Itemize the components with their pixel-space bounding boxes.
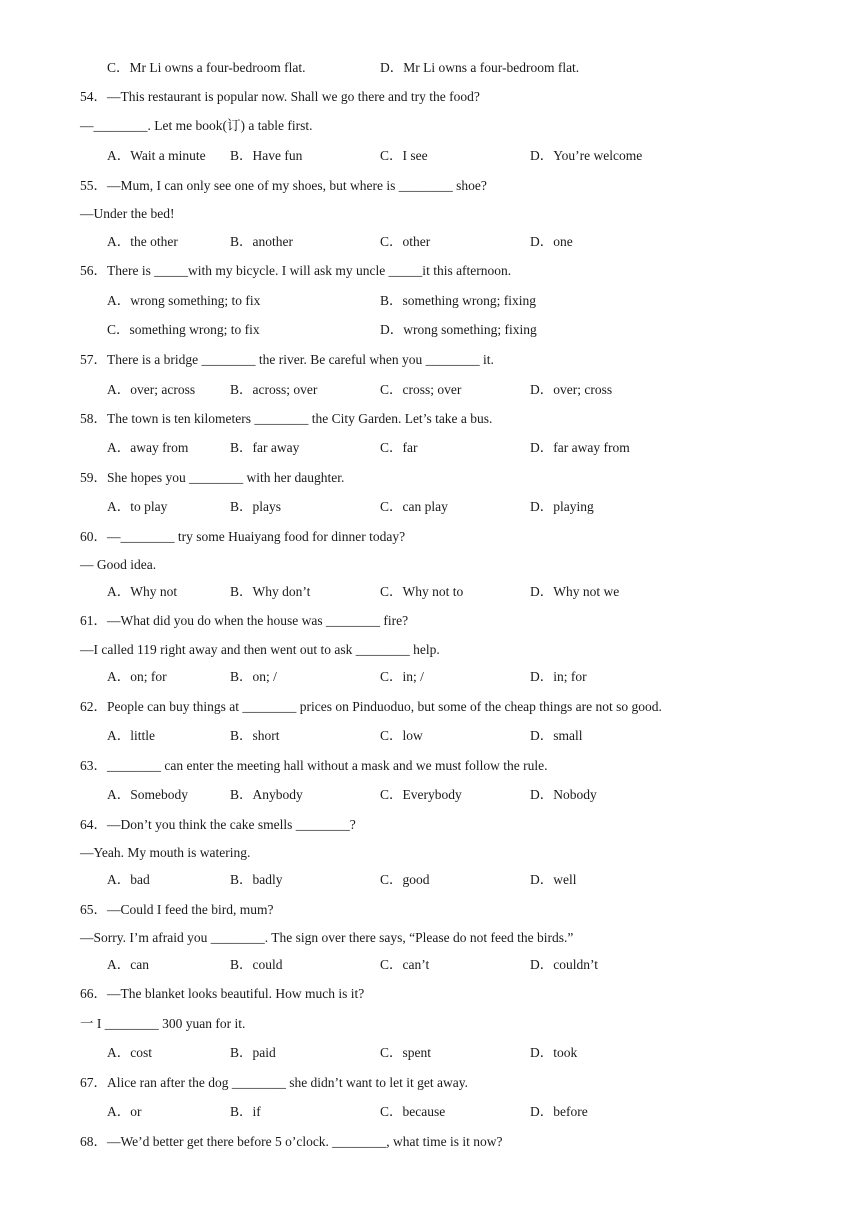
option-row	[0, 292, 860, 310]
answer-line: —Yeah. My mouth is watering.	[80, 845, 251, 860]
option-row	[0, 498, 860, 516]
option-b: B．far away	[230, 440, 300, 455]
question-66	[80, 985, 364, 1003]
option-d: D．small	[530, 728, 583, 743]
option-d: D．took	[530, 1045, 578, 1060]
option-a: A．can	[107, 957, 149, 972]
option-b: B．could	[230, 957, 283, 972]
option-c: C．good	[380, 872, 430, 887]
option-d: D．far away from	[530, 440, 630, 455]
option-b: B．something wrong; fixing	[380, 293, 536, 308]
question-number: 68．	[80, 1134, 107, 1149]
option-row	[0, 59, 860, 77]
option-c: C．can’t	[380, 957, 430, 972]
option-d: D．well	[530, 872, 577, 887]
option-row	[0, 956, 860, 974]
option-c: C．cross; over	[380, 382, 462, 397]
option-a: A．cost	[107, 1045, 152, 1060]
option-c: C．low	[380, 728, 423, 743]
option-row	[0, 727, 860, 745]
question-60	[80, 528, 405, 546]
option-b: B．plays	[230, 499, 282, 514]
option-c: C．something wrong; to fix	[107, 322, 260, 337]
question-57	[80, 351, 494, 369]
option-row	[0, 381, 860, 399]
option-row	[0, 147, 860, 165]
question-number: 54．	[80, 89, 107, 104]
option-c: C．spent	[380, 1045, 432, 1060]
question-text: —Don’t you think the cake smells ________?	[107, 817, 356, 832]
option-a: A．the other	[107, 234, 178, 249]
option-b: B．across; over	[230, 382, 318, 397]
option-d: D．before	[530, 1104, 588, 1119]
option-row	[0, 1103, 860, 1121]
question-text: The town is ten kilometers ________ the City Garden. Let’s take a bus.	[107, 411, 493, 426]
option-d: D．Why not we	[530, 584, 620, 599]
option-row	[0, 233, 860, 251]
option-a: A．on; for	[107, 669, 167, 684]
option-a: A．Wait a minute	[107, 148, 206, 163]
question-text: Alice ran after the dog ________ she didn’t want to let it get away.	[107, 1075, 469, 1090]
option-row	[0, 668, 860, 686]
option-c: C．because	[380, 1104, 446, 1119]
question-number: 56．	[80, 263, 107, 278]
question-59	[80, 469, 344, 487]
option-c: C．Mr Li owns a four-bedroom flat.	[107, 60, 306, 75]
question-number: 58．	[80, 411, 107, 426]
question-61	[80, 612, 408, 630]
question-64	[80, 816, 356, 834]
question-number: 57．	[80, 352, 107, 367]
question-56	[80, 262, 511, 280]
answer-line: —I called 119 right away and then went out to ask ________ help.	[80, 642, 440, 657]
option-b: B．short	[230, 728, 280, 743]
option-a: A．bad	[107, 872, 150, 887]
option-d: D．You’re welcome	[530, 148, 643, 163]
option-a: A．to play	[107, 499, 168, 514]
answer-line: 一 I ________ 300 yuan for it.	[80, 1016, 246, 1031]
question-text: —Could I feed the bird, mum?	[107, 902, 274, 917]
option-c: C．Why not to	[380, 584, 464, 599]
question-58	[80, 410, 492, 428]
question-text: People can buy things at ________ prices on Pinduoduo, but some of the cheap things are not so good.	[107, 699, 662, 714]
question-number: 59．	[80, 470, 107, 485]
answer-line: —Under the bed!	[80, 206, 175, 221]
option-c: C．Everybody	[380, 787, 462, 802]
question-text: —The blanket looks beautiful. How much is it?	[107, 986, 365, 1001]
question-number: 64．	[80, 817, 107, 832]
question-number: 63．	[80, 758, 107, 773]
question-54	[80, 88, 480, 106]
option-c: C．far	[380, 440, 418, 455]
answer-line: — Good idea.	[80, 557, 157, 572]
question-67	[80, 1074, 468, 1092]
option-a: A．over; across	[107, 382, 196, 397]
option-d: D．wrong something; fixing	[380, 322, 537, 337]
option-d: D．one	[530, 234, 573, 249]
option-d: D．over; cross	[530, 382, 613, 397]
question-text: There is a bridge ________ the river. Be careful when you ________ it.	[107, 352, 494, 367]
question-text: —We’d better get there before 5 o’clock. ________, what time is it now?	[107, 1134, 503, 1149]
question-55	[80, 177, 487, 195]
option-a: A．little	[107, 728, 155, 743]
option-c: C．I see	[380, 148, 428, 163]
answer-line: —________. Let me book(订) a table first.	[80, 118, 313, 133]
option-c: C．in; /	[380, 669, 424, 684]
question-text: —Mum, I can only see one of my shoes, but where is ________ shoe?	[107, 178, 487, 193]
question-number: 55．	[80, 178, 107, 193]
option-row	[0, 439, 860, 457]
answer-line: —Sorry. I’m afraid you ________. The sign over there says, “Please do not feed the birds.”	[80, 930, 574, 945]
option-b: B．Why don’t	[230, 584, 311, 599]
option-b: B．badly	[230, 872, 283, 887]
option-a: A．wrong something; to fix	[107, 293, 261, 308]
question-62	[80, 698, 662, 716]
option-row	[0, 1044, 860, 1062]
question-number: 62．	[80, 699, 107, 714]
question-number: 67．	[80, 1075, 107, 1090]
option-b: B．another	[230, 234, 293, 249]
option-b: B．paid	[230, 1045, 276, 1060]
question-number: 61．	[80, 613, 107, 628]
option-row	[0, 583, 860, 601]
option-d: D．Mr Li owns a four-bedroom flat.	[380, 60, 580, 75]
option-row	[0, 871, 860, 889]
option-row	[0, 321, 860, 339]
option-c: C．other	[380, 234, 431, 249]
question-text: —This restaurant is popular now. Shall we go there and try the food?	[107, 89, 480, 104]
option-b: B．if	[230, 1104, 261, 1119]
question-63	[80, 757, 548, 775]
option-a: A．away from	[107, 440, 189, 455]
option-c: C．can play	[380, 499, 448, 514]
option-b: B．Have fun	[230, 148, 303, 163]
option-row	[0, 786, 860, 804]
option-d: D．couldn’t	[530, 957, 598, 972]
option-d: D．Nobody	[530, 787, 597, 802]
option-b: B．on; /	[230, 669, 277, 684]
question-number: 66．	[80, 986, 107, 1001]
option-a: A．or	[107, 1104, 142, 1119]
question-65	[80, 901, 273, 919]
option-d: D．playing	[530, 499, 594, 514]
question-text: There is _____with my bicycle. I will ask my uncle _____it this afternoon.	[107, 263, 512, 278]
question-68	[80, 1133, 503, 1151]
question-text: —What did you do when the house was ________ fire?	[107, 613, 409, 628]
option-b: B．Anybody	[230, 787, 303, 802]
option-a: A．Somebody	[107, 787, 188, 802]
option-d: D．in; for	[530, 669, 587, 684]
question-number: 60．	[80, 529, 107, 544]
question-text: —________ try some Huaiyang food for dinner today?	[107, 529, 406, 544]
question-text: She hopes you ________ with her daughter.	[107, 470, 345, 485]
option-a: A．Why not	[107, 584, 178, 599]
question-number: 65．	[80, 902, 107, 917]
question-text: ________ can enter the meeting hall without a mask and we must follow the rule.	[107, 758, 548, 773]
